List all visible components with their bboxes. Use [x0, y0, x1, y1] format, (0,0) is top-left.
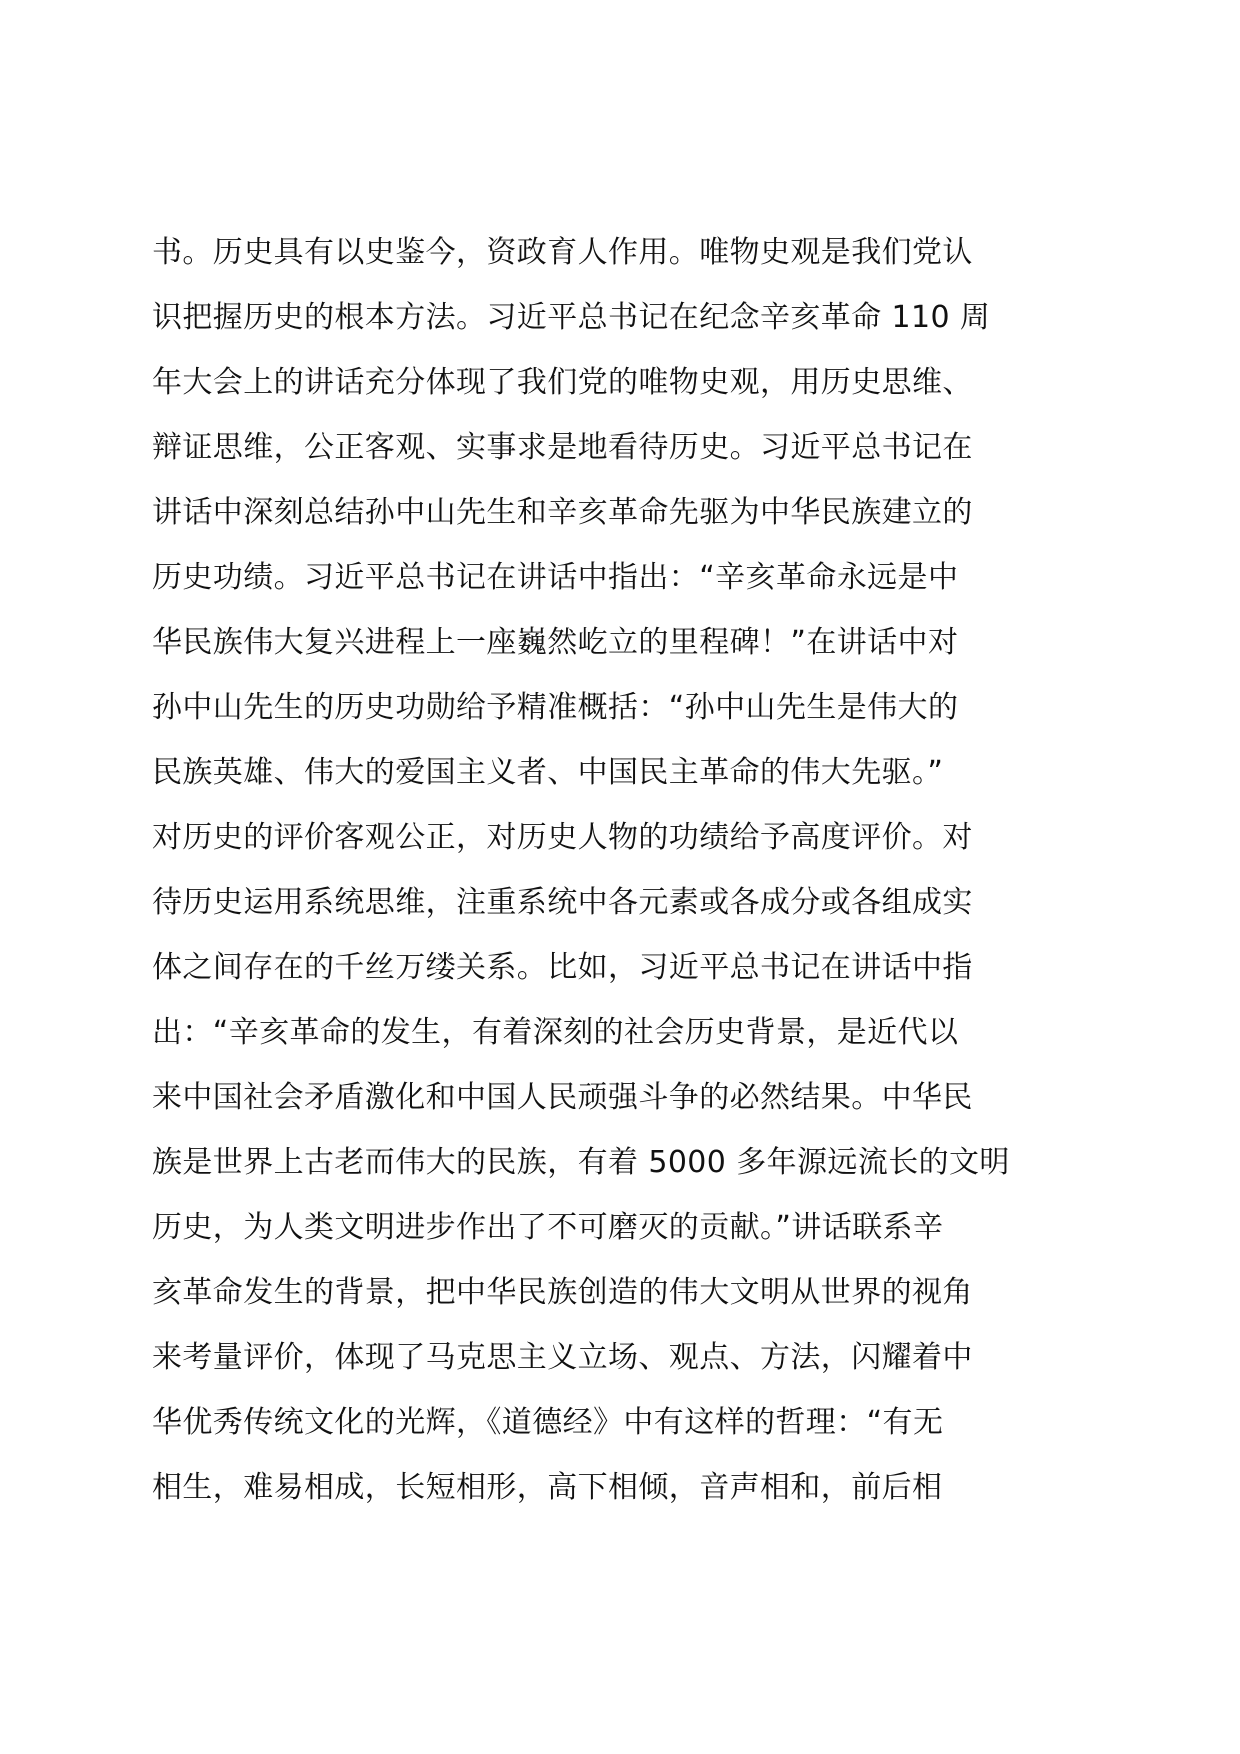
text-line: 出：“辛亥革命的发生，有着深刻的社会历史背景，是近代以	[152, 1015, 959, 1050]
body-text	[152, 220, 1092, 1520]
text-line: 书。历史具有以史鉴今，资政育人作用。唯物史观是我们党认	[152, 235, 973, 270]
text-line: 辩证思维，公正客观、实事求是地看待历史。习近平总书记在	[152, 430, 973, 465]
text-line: 体之间存在的千丝万缕关系。比如，习近平总书记在讲话中指	[152, 950, 973, 985]
text-line: 历史，为人类文明进步作出了不可磨灭的贡献。”讲话联系辛	[152, 1210, 944, 1245]
text-line: 历史功绩。习近平总书记在讲话中指出：“辛亥革命永远是中	[152, 560, 959, 595]
text-line: 年大会上的讲话充分体现了我们党的唯物史观，用历史思维、	[152, 365, 973, 400]
text-line: 来中国社会矛盾激化和中国人民顽强斗争的必然结果。中华民	[152, 1080, 973, 1115]
text-line: 族是世界上古老而伟大的民族，有着 5000 多年源远流长的文明	[152, 1145, 1010, 1180]
text-line: 华民族伟大复兴进程上一座巍然屹立的里程碑！”在讲话中对	[152, 625, 959, 660]
text-line: 讲话中深刻总结孙中山先生和辛亥革命先驱为中华民族建立的	[152, 495, 973, 530]
text-line: 亥革命发生的背景，把中华民族创造的伟大文明从世界的视角	[152, 1275, 973, 1310]
text-line: 民族英雄、伟大的爱国主义者、中国民主革命的伟大先驱。”	[152, 755, 944, 790]
text-line: 孙中山先生的历史功勋给予精准概括：“孙中山先生是伟大的	[152, 690, 959, 725]
text-line: 相生，难易相成，长短相形，高下相倾，音声相和，前后相	[152, 1470, 943, 1505]
text-line: 识把握历史的根本方法。习近平总书记在纪念辛亥革命 110 周	[152, 300, 991, 335]
text-line: 华优秀传统文化的光辉，《道德经》中有这样的哲理：“有无	[152, 1405, 944, 1440]
text-line: 来考量评价，体现了马克思主义立场、观点、方法，闪耀着中	[152, 1340, 973, 1375]
text-line: 对历史的评价客观公正，对历史人物的功绩给予高度评价。对	[152, 820, 973, 855]
text-line: 待历史运用系统思维，注重系统中各元素或各成分或各组成实	[152, 885, 973, 920]
